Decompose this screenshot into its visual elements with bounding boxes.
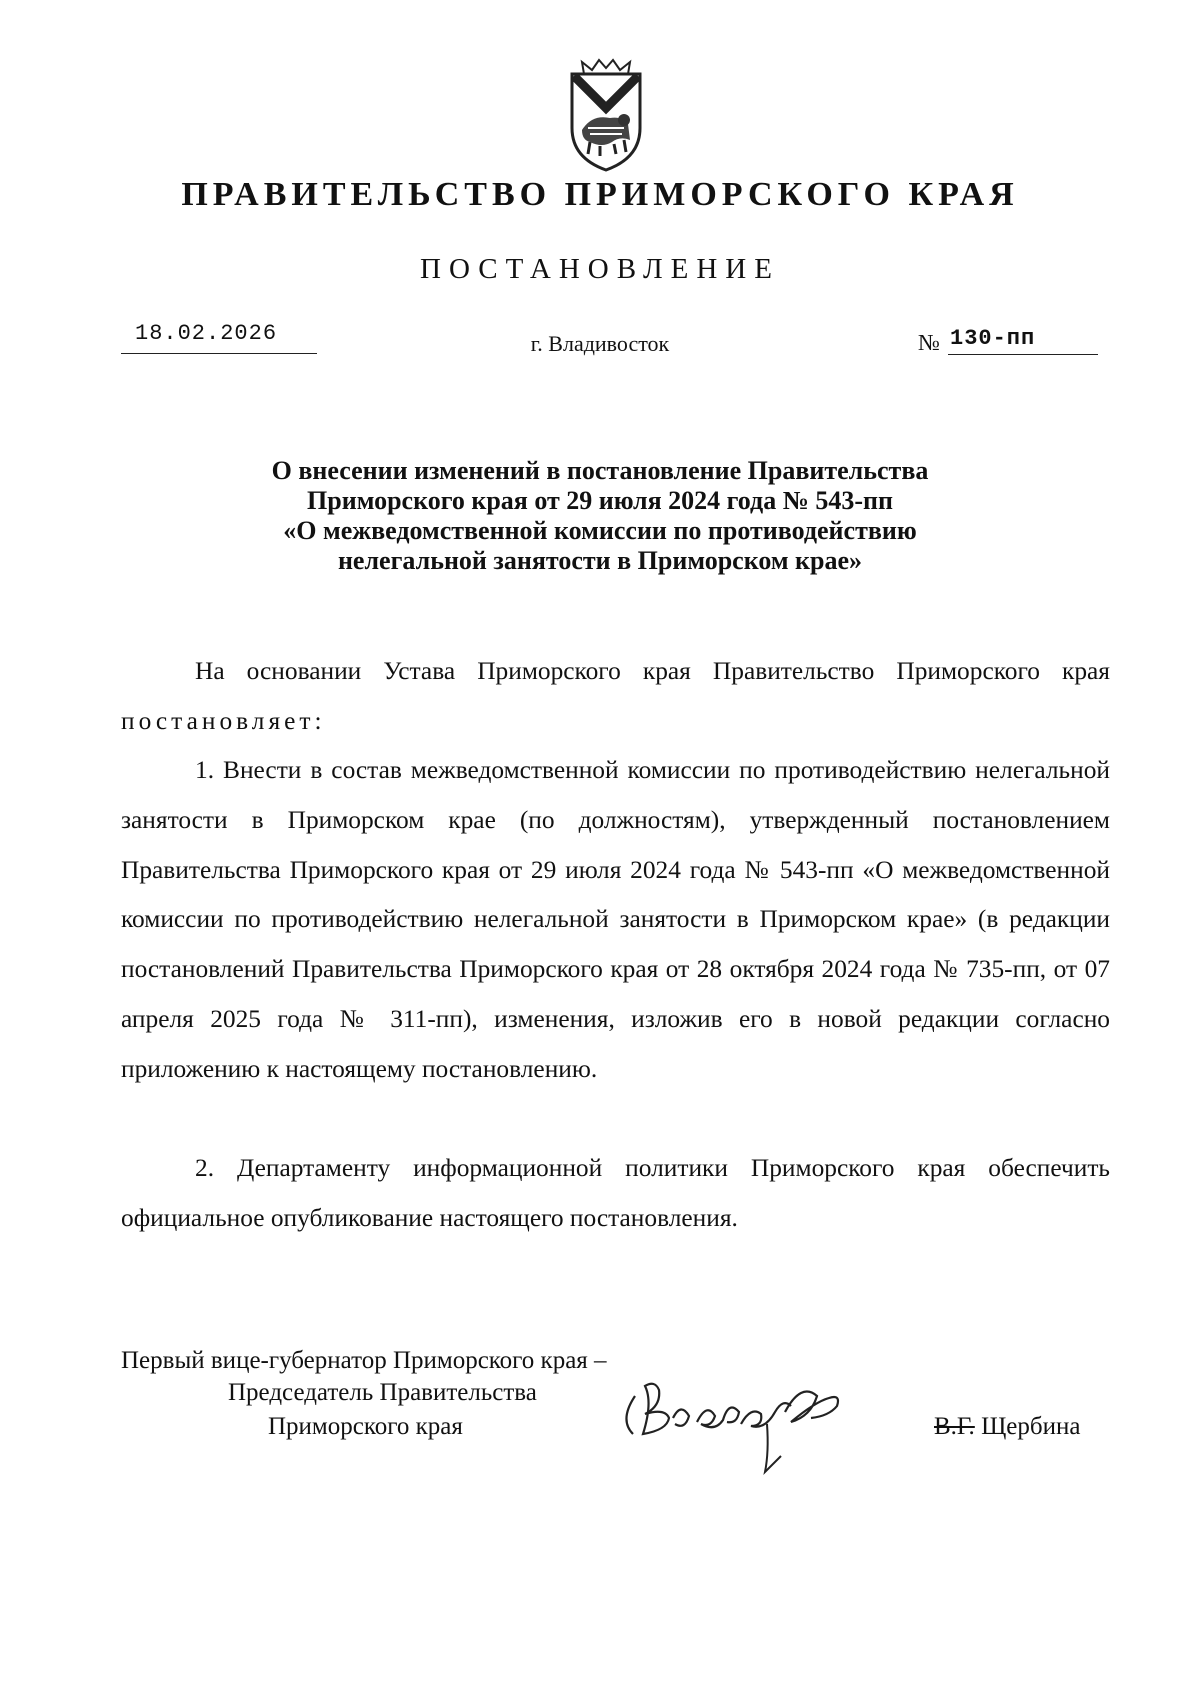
number-underline [948, 354, 1098, 355]
signer-name [934, 1413, 1080, 1441]
handwritten-signature [615, 1372, 905, 1482]
item-2-paragraph: 2. Департаменту информационной политики Приморского края обеспечить официальное опубликование настоящего постановления. [121, 1154, 1110, 1232]
title-line: нелегальной занятости в Приморском крае» [337, 546, 863, 575]
title-line: О внесении изменений в постановление Правительства [271, 456, 929, 485]
signer-surname: Щербина [981, 1413, 1081, 1440]
title-line: «О межведомственной комиссии по противодействию [283, 516, 917, 545]
basis-paragraph [121, 647, 1110, 747]
signer-position-line: Приморского края [268, 1413, 463, 1440]
coat-of-arms-icon [566, 58, 646, 176]
document-title [150, 456, 1050, 576]
signer-position-line: Председатель Правительства [228, 1379, 537, 1406]
signer-position-line: Первый вице-губернатор Приморского края – [121, 1347, 607, 1374]
organization-name: ПРАВИТЕЛЬСТВО ПРИМОРСКОГО КРАЯ [181, 176, 1019, 213]
document-date: 18.02.2026 [135, 321, 278, 346]
title-line: Приморского края от 29 июля 2024 года № 543-пп [307, 486, 893, 515]
resolves-word: постановляет: [121, 706, 326, 735]
city: г. Владивосток [530, 331, 670, 356]
basis-text: На основании Устава Приморского края Правительство Приморского края [195, 657, 1110, 685]
item-1-paragraph: 1. Внести в состав межведомственной комиссии по противодействию нелегальной занятости в Приморском крае (по должностям), утвержденный постановлением Правительства Приморского края от 29 июля 2024 года № 543-пп «О межведомственной комиссии по противодействию нелегальной занятости в Приморском крае» (в редакции постановлений Правительства Приморского края от 28 октября 2024 года № 735-пп, от 07 апреля 2025 года № 311-пп), изменения, изложив его в новой редакции согласно приложению к настоящему постановлению. [121, 756, 1110, 1083]
document-type: ПОСТАНОВЛЕНИЕ [420, 253, 780, 285]
signer-initials: В.Г. [934, 1413, 975, 1440]
document-number: 130-пп [950, 326, 1036, 351]
number-sign: № [918, 330, 940, 355]
